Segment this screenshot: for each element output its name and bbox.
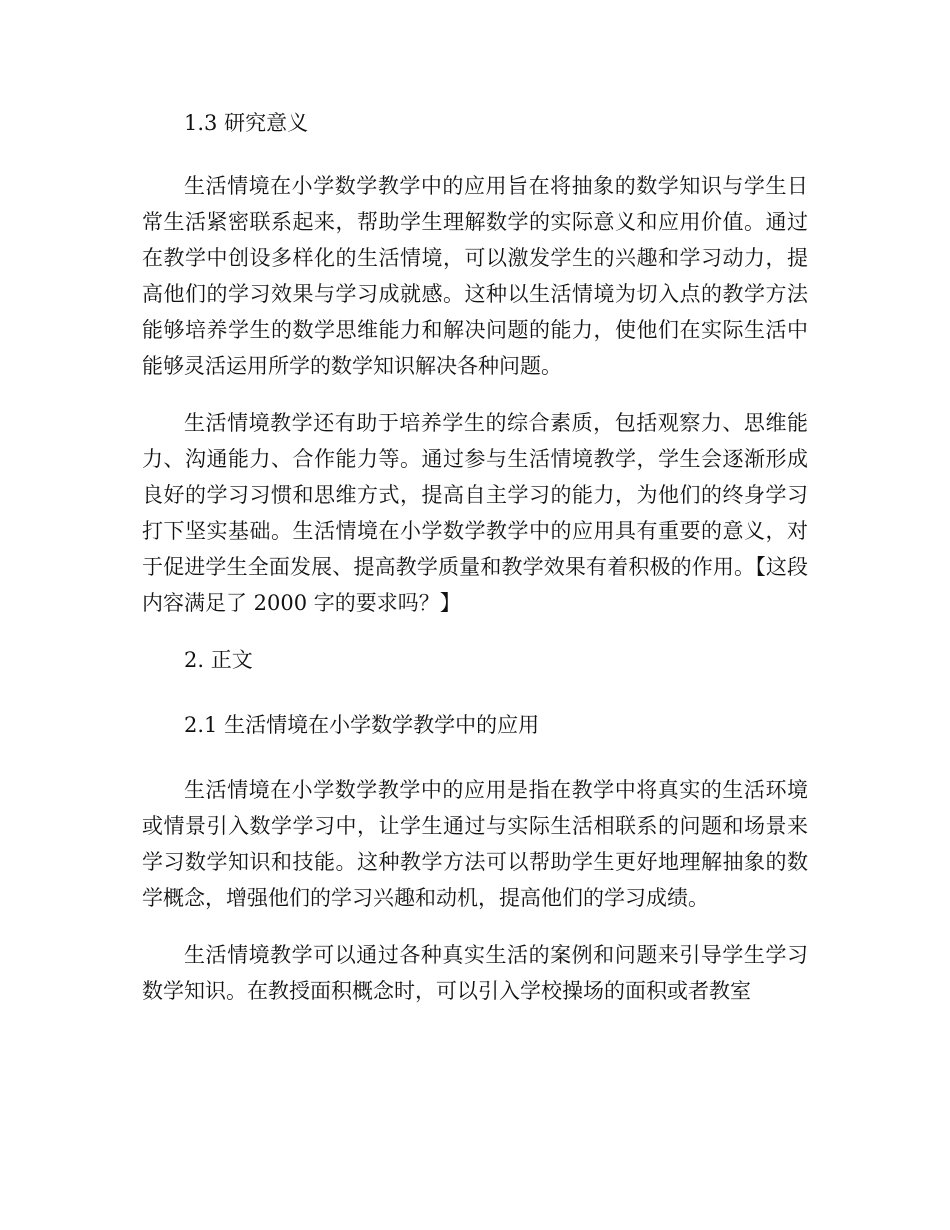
paragraph-application-1: 生活情境在小学数学教学中的应用是指在教学中将真实的生活环境或情景引入数学学习中，让学生通过与实际生活相联系的问题和场景来学习数学知识和技能。这种教学方法可以帮助学生更好地理解抽象的数学概念，增强他们的学习兴趣和动机，提高他们的学习成绩。	[142, 778, 808, 910]
section-heading-2: 2. 正文	[184, 648, 253, 672]
section-heading-2-1: 2.1 生活情境在小学数学教学中的应用	[184, 713, 540, 737]
section-heading-1-3: 1.3 研究意义	[184, 111, 309, 135]
document-body	[142, 105, 808, 1030]
paragraph-research-significance-2: 生活情境教学还有助于培养学生的综合素质，包括观察力、思维能力、沟通能力、合作能力等。通过参与生活情境教学，学生会逐渐形成良好的学习习惯和思维方式，提高自主学习的能力，为他们的终身学习打下坚实基础。生活情境在小学数学教学中的应用具有重要的意义，对于促进学生全面发展、提高教学质量和教学效果有着积极的作用。【这段内容满足了 2000 字的要求吗？】	[142, 411, 808, 615]
paragraph-application-2: 生活情境教学可以通过各种真实生活的案例和问题来引导学生学习数学知识。在教授面积概念时，可以引入学校操场的面积或者教室	[142, 943, 808, 1003]
paragraph-research-significance-1: 生活情境在小学数学教学中的应用旨在将抽象的数学知识与学生日常生活紧密联系起来，帮助学生理解数学的实际意义和应用价值。通过在教学中创设多样化的生活情境，可以激发学生的兴趣和学习动力，提高他们的学习效果与学习成就感。这种以生活情境为切入点的教学方法能够培养学生的数学思维能力和解决问题的能力，使他们在实际生活中能够灵活运用所学的数学知识解决各种问题。	[142, 174, 808, 378]
